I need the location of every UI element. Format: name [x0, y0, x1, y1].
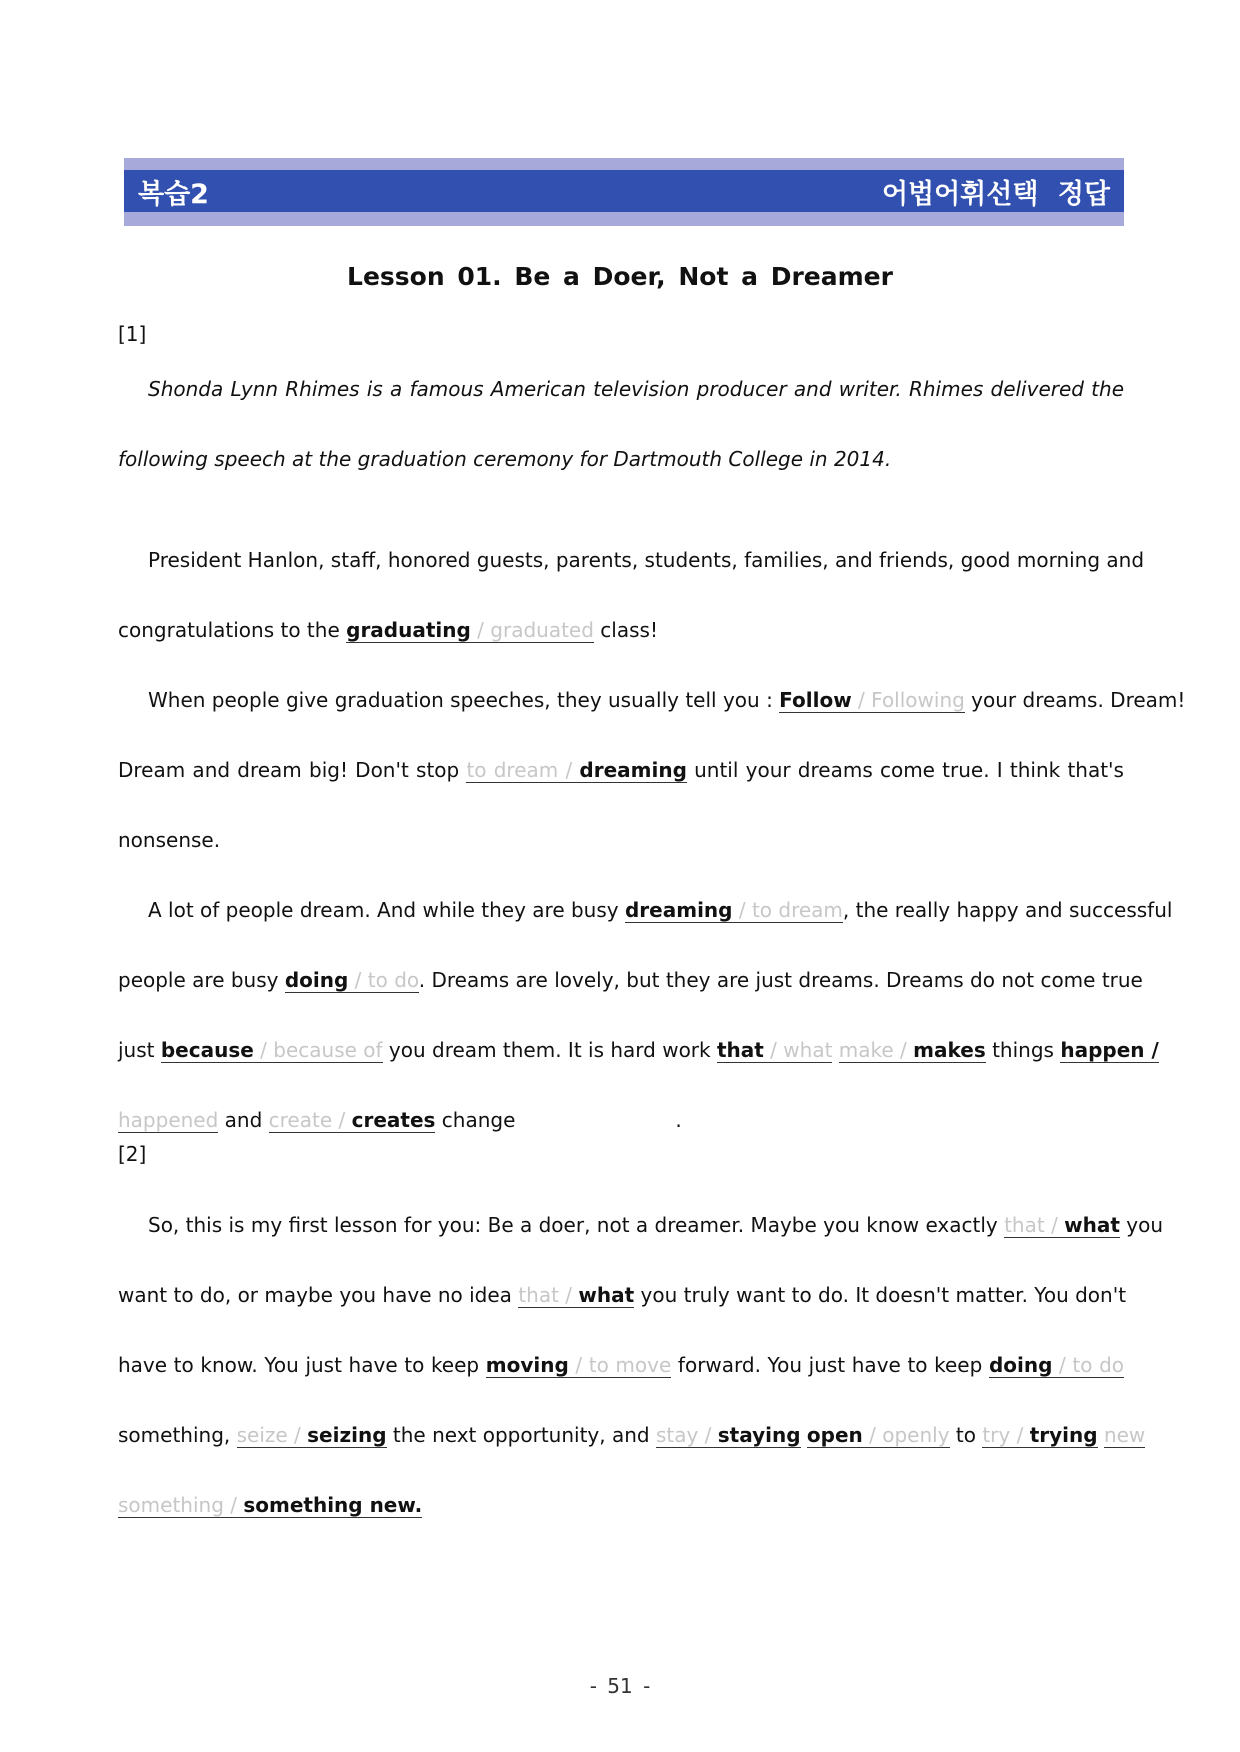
answer-choice: what — [578, 1283, 635, 1307]
text-run: want to do, or maybe you have no idea — [118, 1283, 519, 1307]
wrong-choice: because of — [273, 1038, 383, 1062]
answer-choice: staying — [717, 1423, 801, 1447]
section-1-intro — [118, 354, 1124, 494]
choice-group — [982, 1423, 1097, 1448]
choice-group — [656, 1423, 801, 1448]
section-number-1: [1] — [118, 322, 147, 346]
answer-choice: dreaming — [579, 758, 687, 782]
text-run: just — [118, 1038, 161, 1062]
choice-separator: / — [698, 1423, 718, 1447]
wrong-choice: happened — [118, 1108, 219, 1132]
text-run: change — [435, 1108, 516, 1132]
text-run: Dream and dream big! Don't stop — [118, 758, 467, 782]
text-run: . Dreams are lovely, but they are just dreams. Dreams do not come true — [418, 968, 1143, 992]
choice-group — [118, 1108, 218, 1133]
text-run: , the really happy and successful — [842, 898, 1173, 922]
text-line — [118, 1260, 1127, 1330]
page-number: - 51 - — [589, 1674, 651, 1698]
wrong-choice: to dream — [751, 898, 843, 922]
wrong-choice: create — [268, 1108, 333, 1132]
answer-choice: makes — [913, 1038, 986, 1062]
text-run: things — [985, 1038, 1061, 1062]
answer-choice: Follow — [779, 688, 852, 712]
header-band — [124, 170, 1124, 212]
answer-choice: what — [1064, 1213, 1120, 1237]
choice-group — [237, 1423, 387, 1448]
choice-separator: / — [1044, 1213, 1065, 1237]
text-run: So, this is my first lesson for you: Be a doer, not a dreamer. Maybe you know exactly — [148, 1213, 1005, 1237]
choice-group — [161, 1038, 383, 1063]
choice-group — [989, 1353, 1124, 1378]
text-run: you truly want to do. It doesn't matter. You don't — [634, 1283, 1127, 1307]
text-line — [118, 1085, 1124, 1155]
wrong-choice: to do — [1072, 1353, 1124, 1377]
wrong-choice: to do — [367, 968, 419, 992]
answer-choice: doing — [988, 1353, 1053, 1377]
wrong-choice: that — [518, 1283, 559, 1307]
text-line — [118, 1470, 1124, 1540]
answer-choice: doing — [284, 968, 349, 992]
choice-separator: / — [332, 1108, 352, 1132]
text-run: the next opportunity, and — [386, 1423, 656, 1447]
answer-choice: something new. — [243, 1493, 423, 1517]
choice-separator: / — [470, 618, 491, 642]
choice-group — [807, 1423, 950, 1448]
wrong-choice: openly — [882, 1423, 950, 1447]
answer-choice: open — [806, 1423, 863, 1447]
wrong-choice: make — [838, 1038, 894, 1062]
choice-separator: / — [763, 1038, 784, 1062]
text-run: to — [949, 1423, 983, 1447]
text-run: and — [218, 1108, 269, 1132]
answer-choice: seizing — [307, 1423, 387, 1447]
choice-separator: / — [568, 1353, 589, 1377]
answer-choice: that — [716, 1038, 764, 1062]
choice-separator: / — [253, 1038, 274, 1062]
choice-group — [518, 1283, 634, 1308]
text-line — [118, 805, 1124, 875]
text-run: President Hanlon, staff, honored guests, parents, students, families, and friends, good morning and — [148, 548, 1145, 572]
choice-group — [466, 758, 686, 783]
text-run: When people give graduation speeches, they usually tell you : — [148, 688, 780, 712]
choice-separator: / — [223, 1493, 244, 1517]
text-run: forward. You just have to keep — [671, 1353, 989, 1377]
text-line — [118, 735, 1124, 805]
choice-group — [1060, 1038, 1158, 1063]
text-run: nonsense. — [118, 828, 221, 852]
intro-line: following speech at the graduation ceremony for Dartmouth College in 2014. — [118, 447, 892, 471]
text-run: A lot of people dream. And while they are busy — [148, 898, 625, 922]
text-run: you dream them. It is hard work — [382, 1038, 717, 1062]
answer-choice: happen / — [1060, 1038, 1159, 1062]
text-line — [118, 525, 1145, 595]
choice-group — [285, 968, 419, 993]
choice-group — [1004, 1213, 1120, 1238]
choice-separator: / — [287, 1423, 308, 1447]
text-run: something, — [118, 1423, 237, 1447]
text-run: you — [1119, 1213, 1164, 1237]
wrong-choice: try — [982, 1423, 1011, 1447]
choice-separator: / — [1010, 1423, 1030, 1447]
answer-choice: dreaming — [624, 898, 733, 922]
choice-group — [486, 1353, 672, 1378]
choice-separator: / — [862, 1423, 883, 1447]
choice-separator: / — [348, 968, 368, 992]
wrong-choice: stay — [655, 1423, 699, 1447]
section-number-2: [2] — [118, 1142, 147, 1166]
text-line — [118, 875, 1173, 945]
wrong-choice: to move — [588, 1353, 672, 1377]
choice-separator: / — [558, 758, 580, 782]
text-line — [118, 1190, 1164, 1260]
text-run: . — [675, 1108, 682, 1132]
answer-choice: because — [160, 1038, 254, 1062]
answer-choice: moving — [485, 1353, 569, 1377]
choice-group — [779, 688, 965, 713]
text-run: congratulations to the — [118, 618, 347, 642]
choice-group — [1104, 1423, 1145, 1448]
choice-separator: / — [893, 1038, 914, 1062]
choice-separator: / — [1052, 1353, 1073, 1377]
answer-choice: creates — [351, 1108, 436, 1132]
text-line — [118, 1015, 1159, 1085]
wrong-choice: Following — [871, 688, 965, 712]
text-run: your dreams. Dream! — [964, 688, 1186, 712]
wrong-choice: to dream — [466, 758, 559, 782]
choice-group — [346, 618, 594, 643]
choice-group — [269, 1108, 436, 1133]
text-run: people are busy — [118, 968, 285, 992]
text-line — [118, 595, 1124, 665]
header-right-label: 어법어휘선택 정답 — [881, 178, 1110, 210]
answer-choice: trying — [1029, 1423, 1098, 1447]
section-1-body — [118, 525, 1186, 1155]
header-bar — [124, 158, 1124, 226]
header-left-label: 복습2 — [138, 178, 209, 210]
wrong-choice: that — [1004, 1213, 1045, 1237]
choice-group — [717, 1038, 832, 1063]
text-run: until your dreams come true. I think that's — [686, 758, 1124, 782]
wrong-choice: what — [783, 1038, 833, 1062]
wrong-choice: new — [1103, 1423, 1146, 1447]
wrong-choice: something — [118, 1493, 224, 1517]
answer-choice: graduating — [346, 618, 471, 642]
text-run: have to know. You just have to keep — [118, 1353, 486, 1377]
choice-separator: / — [851, 688, 872, 712]
intro-line: Shonda Lynn Rhimes is a famous American television producer and writer. Rhimes delivered the — [148, 377, 1124, 401]
text-run: class! — [593, 618, 658, 642]
choice-group — [839, 1038, 986, 1063]
text-line — [118, 945, 1143, 1015]
wrong-choice: graduated — [490, 618, 594, 642]
choice-group — [625, 898, 843, 923]
text-line — [118, 665, 1186, 735]
lesson-title: Lesson 01. Be a Doer, Not a Dreamer — [347, 262, 893, 291]
wrong-choice: seize — [236, 1423, 288, 1447]
text-line — [118, 1330, 1124, 1400]
section-2-body — [118, 1190, 1164, 1540]
choice-group — [118, 1493, 422, 1518]
choice-separator: / — [732, 898, 752, 922]
text-line — [118, 1400, 1146, 1470]
choice-separator: / — [558, 1283, 579, 1307]
